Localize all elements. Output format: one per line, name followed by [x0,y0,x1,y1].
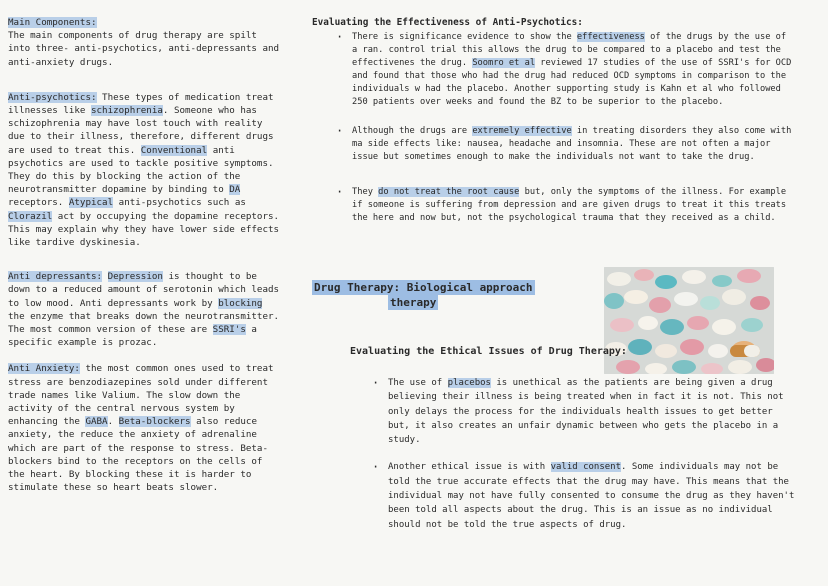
text: receptors. [8,197,69,209]
main-components-text: The main components of drug therapy are spilt into three- anti-psychotics, anti-depressants and anti-anxiety drugs. [8,30,280,68]
text: is thought to be down to a reduced amount of serotonin which leads to low mood. Anti depressants work by [8,271,280,309]
ethical-title [350,346,627,357]
effectiveness-list [352,31,792,225]
keyword-highlight: valid consent [550,462,622,473]
text: Another ethical issue is with [388,462,551,473]
text: There is significance evidence to show the [352,32,577,42]
text: anti psychotics are used to tackle positive symptoms. They do this by blocking the action of the neurotransmitter dopamine by binding to [8,144,274,196]
keyword-highlight: Clorazil [8,210,53,222]
keyword-highlight: SSRI's [212,324,246,336]
keyword-highlight: Atypical [68,197,114,209]
text: These types of medication treat illnesses like [8,91,274,117]
keyword-highlight: blocking [218,297,263,309]
antipsychotics-heading: Anti-psychotics: [8,91,97,103]
list-item [352,186,792,225]
text: but, only the symptoms of the illness. For example if someone is suffering from depression and are given drugs to treat it this treats the here and now but, not the psychological trauma that they received as a child. [352,187,787,223]
text: of the drugs by the use of a ran. control trial this allows the drug to be compared to a placebo and test the effectivenes the drug. [352,32,787,68]
keyword-highlight: do not treat the root cause [378,187,520,197]
left-column [8,16,283,495]
main-components-heading: Main Components: [8,17,97,28]
antianxiety-heading: Anti Anxiety: [8,363,80,375]
text: . Someone who has schizophrenia may have lost touch with reality due to their illness, therefore, different drugs are used to treat this. [8,105,274,156]
effectiveness-title: Evaluating the Effectiveness of Anti-Psychotics: [312,17,583,28]
drug-therapy-title [312,280,535,310]
keyword-highlight: Soomro et al [472,58,536,68]
main-components-paragraph [8,16,283,69]
list-item [388,460,798,531]
antianxiety-paragraph [8,362,283,494]
text: anti-psychotics such as [113,197,246,209]
pills-photo [604,267,774,374]
text: They [352,187,379,197]
list-item [388,376,798,447]
text: reviewed 17 studies of the use of SSRI's for OCD and found that those who had the drug had reduced OCD symptoms in comparison to the individuals w had the placebo. Another supporting study is Kahn et al who followed 250 patients over weeks and found the BZ to be superior to the placebo. [352,58,792,107]
antipsychotics-paragraph [8,91,283,249]
text: . Some individuals may not be told the true accurate effects that the drug may have. This means that the individual may not have fully consented to consume the drug as they haven't been told all aspects about the drug. This is an issue as no individual should not be told the true aspects of drug. [388,462,795,530]
keyword-highlight: Conventional [140,144,208,156]
text: in treating disorders they also come with ma side effects like: nausea, headache and insomnia. These are not often a major issue but sometimes enough to make the individuals not want to take the drug. [352,126,792,162]
drug-therapy-title-line1: Drug Therapy: Biological approach [314,281,533,294]
text: Although the drugs are [352,126,473,136]
text: The use of [388,378,448,388]
keyword-highlight: schizophrenia [90,105,163,117]
text: the most common ones used to treat stress are benzodiazepines sold under different trade names like Valium. The slow down the activity of the central nervous system by enhancing the [8,363,274,428]
ethical-list [388,376,798,532]
text: also reduce anxiety, the reduce the anxiety of adrenaline which are part of the response to stress. Beta-blockers bind to the receptors on the cells of the heart. By blocking these it is harder to stimulate these so heart beats slower. [8,416,268,494]
keyword-highlight: GABA [85,416,108,428]
keyword-highlight: Depression [107,271,163,283]
text: act by occupying the dopamine receptors. This may explain why they have lower side effects like tardive dyskinesia. [8,210,280,249]
list-item [352,125,792,164]
list-item [352,31,792,109]
text: is unethical as the patients are being given a drug believing their illness is being treated when in fact it is not. This not only delays the process for the individuals health issues to get better but, it also creates an unfair dynamic between who gets the placebo in a study. [388,378,784,446]
antidepressants-paragraph [8,270,283,349]
text: . [107,416,119,428]
drug-therapy-title-line2: therapy [390,296,437,309]
antidepressants-heading: Anti depressants: [8,271,103,283]
text: a specific example is prozac. [8,324,257,349]
keyword-highlight: placebos [447,378,491,388]
keyword-highlight: effectiveness [576,32,645,42]
ethical-title-text: Evaluating the Ethical Issues of Drug Therapy: [350,346,627,357]
pills-image [604,267,774,374]
keyword-highlight: DA [229,184,241,196]
text [102,271,108,282]
keyword-highlight: extremely effective [472,126,572,136]
right-column [312,16,824,530]
text: the enzyme that breaks down the neurotransmitter. The most common version of these are [8,310,280,336]
keyword-highlight: Beta-blockers [118,416,191,428]
